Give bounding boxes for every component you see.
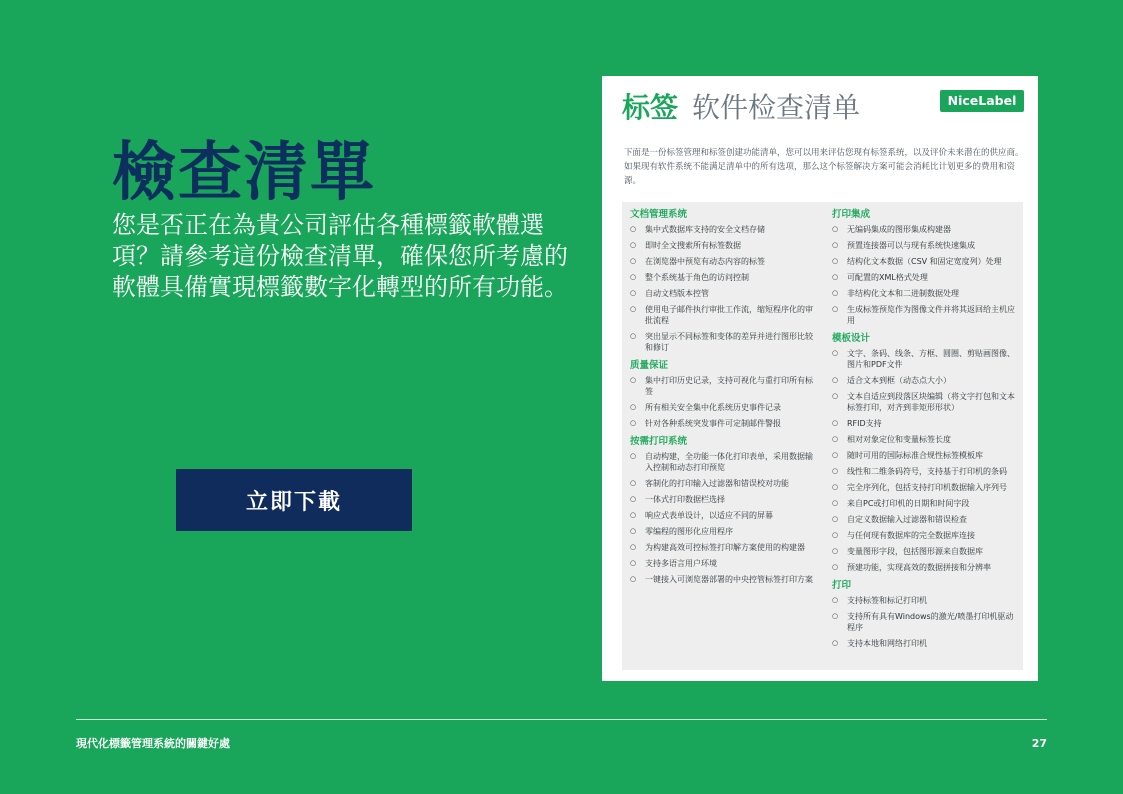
section-template-design [832,332,1016,573]
card-title [622,88,860,128]
checklist-item: ○ 所有相关安全集中化系统历史事件记录 [630,402,818,413]
checklist-item: ○ 支持标签和标记打印机 [832,595,1016,606]
checklist-item: ○ 生成标签预览作为图像文件并将其返回给主机应用 [832,304,1016,326]
checklist-item: ○ 自动文档版本控管 [630,288,818,299]
section-heading: 文档管理系统 [630,209,688,220]
section-heading: 按需打印系统 [630,436,688,447]
checklist-item: ○ 支持多语言用户环境 [630,558,818,569]
checklist-item: ○ 自定义数据输入过滤器和错误检查 [832,514,1016,525]
checklist-column-left [630,208,818,590]
nicelabel-logo: NiceLabel [940,90,1024,112]
checklist [832,224,1016,326]
checklist-item: ○ 即时全文搜索所有标签数据 [630,240,818,251]
checklist-item: ○ 零编程的图形化应用程序 [630,526,818,537]
checklist-item: ○ 来自PC或打印机的日期和时间字段 [832,498,1016,509]
section-printing [832,579,1016,649]
checklist-item: ○ 相对对象定位和变量标签长度 [832,434,1016,445]
card-title-strong: 标签 [622,91,679,124]
checklist-item: ○ 集中式数据库支持的安全文档存储 [630,224,818,235]
checklist-column-right [832,208,1016,654]
checklist-preview-card [602,76,1038,681]
checklist-item: ○ 非结构化文本和二进制数据处理 [832,288,1016,299]
section-heading: 打印集成 [832,209,871,220]
section-heading: 质量保证 [630,360,669,371]
section-heading: 模板设计 [832,333,871,344]
checklist-item: ○ 文本自适应到段落区块编辑（将文字打包和文本标签打印，对齐到非矩形形状） [832,391,1016,413]
checklist-item: ○ 客制化的打印输入过滤器和错误校对功能 [630,478,818,489]
card-intro: 下面是一份标签管理和标签创建功能清单，您可以用来评估您现有标签系统，以及评价未来潜在的供应商。如果现有软件系统不能满足清单中的所有选项，那么这个标签解决方案可能会消耗比计划更多的费用和资源。 [624,148,1024,186]
section-qa [630,359,818,429]
page-number: 27 [1031,737,1047,750]
section-doc-mgmt [630,208,818,353]
checklist-item: ○ 线性和二维条码符号，支持基于打印机的条码 [832,466,1016,477]
checklist [630,375,818,429]
checklist [832,348,1016,573]
checklist-item: ○ 整个系统基于角色的访问控制 [630,272,818,283]
checklist-item: ○ 无编码集成的图形集成构建器 [832,224,1016,235]
checklist [832,595,1016,649]
checklist-item: ○ 完全序列化，包括支持打印机数据输入序列号 [832,482,1016,493]
checklist-item: ○ 为构建高效可控标签打印解方案使用的构建器 [630,542,818,553]
checklist-item: ○ 结构化文本数据（CSV 和固定宽度列）处理 [832,256,1016,267]
section-print-integration [832,208,1016,326]
checklist-item: ○ 在浏览器中预览有动态内容的标签 [630,256,818,267]
checklist-item: ○ 预建功能，实现高效的数据拼接和分辨率 [832,562,1016,573]
footer-divider [76,719,1047,720]
download-button[interactable]: 立即下載 [176,469,412,531]
checklist-item: ○ 随时可用的国际标准合规性标签模板库 [832,450,1016,461]
checklist-item: ○ 支持所有具有Windows的激光/喷墨打印机驱动程序 [832,611,1016,633]
checklist-item: ○ 突出显示不同标签和变体的差异并进行图形比较和修订 [630,331,818,353]
checklist-panel [622,202,1023,670]
checklist-item: ○ 一体式打印数据栏选择 [630,494,818,505]
checklist-item: ○ 自动构建，全功能一体化打印表单，采用数据输入控制和动态打印预览 [630,451,818,473]
intro-text: 您是否正在為貴公司評估各種標籤軟體選項？請參考這份檢查清單，確保您所考慮的軟體具備實現標籤數字化轉型的所有功能。 [112,211,568,301]
checklist-item: ○ 一键接入可浏览器部署的中央控管标签打印方案 [630,574,818,585]
checklist-item: ○ 针对各种系统突发事件可定制邮件警报 [630,418,818,429]
section-browser-print [630,435,818,585]
checklist-item: ○ 支持本地和网络打印机 [832,638,1016,649]
section-heading: 打印 [832,580,852,591]
checklist-item: ○ 文字、条码、线条、方框、圆圈、剪贴画图像、图片和PDF文件 [832,348,1016,370]
checklist-item: ○ 可配置的XML格式处理 [832,272,1016,283]
checklist [630,451,818,585]
checklist-item: ○ 预置连接器可以与现有系统快速集成 [832,240,1016,251]
checklist-item: ○ 变量图形字段，包括图形源来自数据库 [832,546,1016,557]
page-title: 檢查清單 [112,135,376,210]
checklist-item: ○ 使用电子邮件执行审批工作流，缩短程序化的审批流程 [630,304,818,326]
footer-title: 現代化標籤管理系統的關鍵好處 [76,737,230,750]
checklist-item: ○ 与任何现有数据库的完全数据库连接 [832,530,1016,541]
card-title-rest: 软件检查清单 [692,91,861,124]
checklist [630,224,818,353]
checklist-item: ○ RFID支持 [832,418,1016,429]
checklist-item: ○ 响应式表单设计，以适应不同的屏幕 [630,510,818,521]
checklist-item: ○ 集中打印历史记录，支持可视化与重打印所有标签 [630,375,818,397]
checklist-item: ○ 适合文本到框（动态点大小） [832,375,1016,386]
